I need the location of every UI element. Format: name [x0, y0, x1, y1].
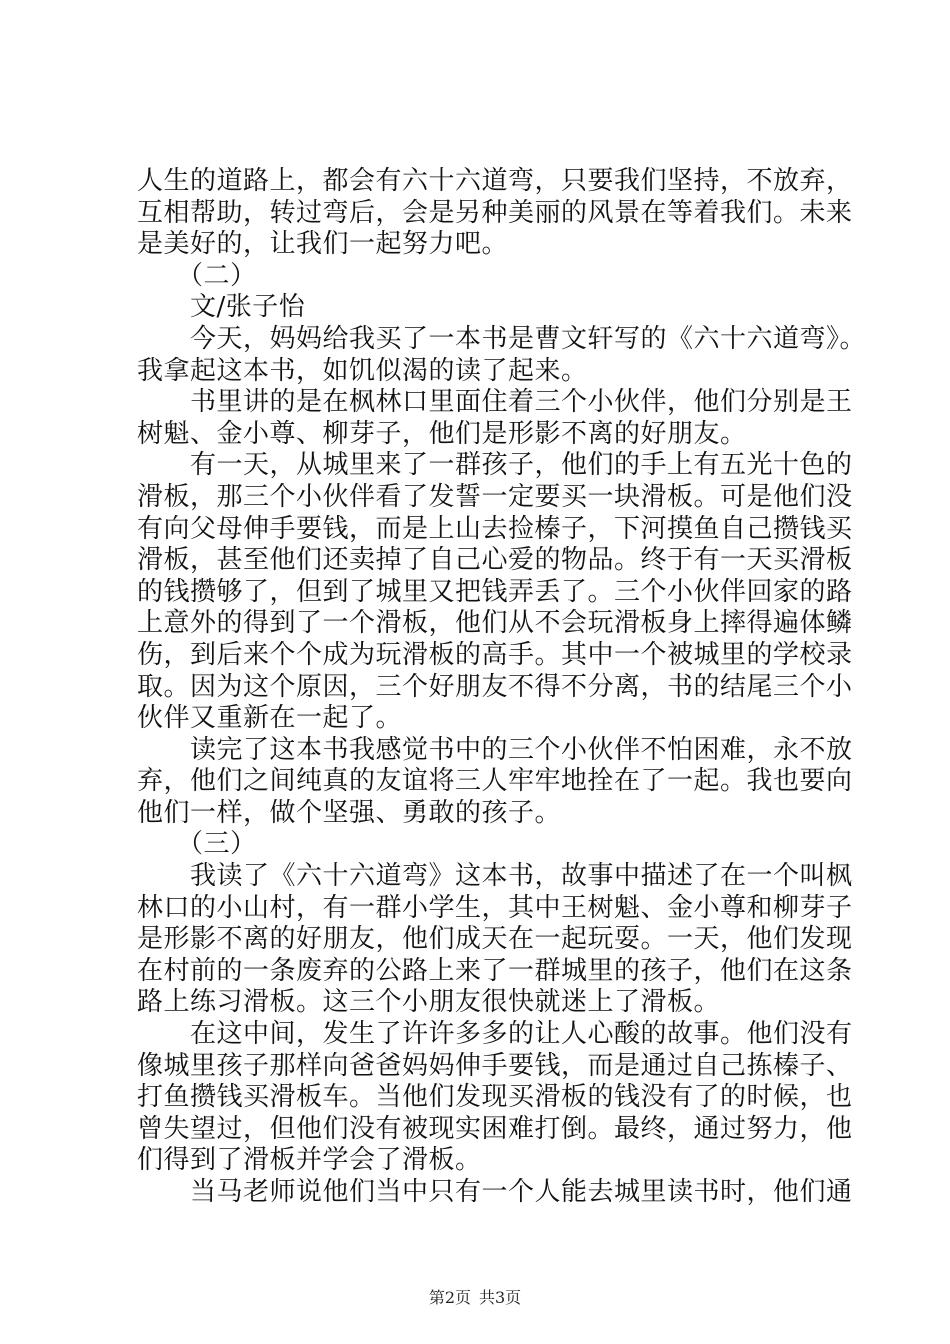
text-line: 互相帮助，转过弯后，会是另种美丽的风景在等着我们。未来: [137, 197, 853, 228]
text-line: 林口的小山村，有一群小学生，其中王树魁、金小尊和柳芽子: [137, 892, 853, 923]
text-line: 有向父母伸手要钱，而是上山去捡榛子，下河摸鱼自己攒钱买: [137, 513, 853, 544]
text-line: 像城里孩子那样向爸爸妈妈伸手要钱，而是通过自己拣榛子、: [137, 1050, 853, 1081]
body-text: [137, 166, 867, 1209]
text-line: 曾失望过，但他们没有被现实困难打倒。最终，通过努力，他: [137, 1113, 853, 1144]
text-line: 读完了这本书我感觉书中的三个小伙伴不怕困难，永不放: [137, 734, 853, 765]
text-line: 书里讲的是在枫林口里面住着三个小伙伴，他们分别是王: [137, 387, 853, 418]
text-line: 打鱼攒钱买滑板车。当他们发现买滑板的钱没有了的时候，也: [137, 1082, 853, 1113]
text-line: 伙伴又重新在一起了。: [137, 703, 403, 734]
page-total: 共3页: [479, 1288, 522, 1307]
text-line: 在村前的一条废弃的公路上来了一群城里的孩子，他们在这条: [137, 955, 853, 986]
text-line: 是形影不离的好朋友，他们成天在一起玩耍。一天，他们发现: [137, 924, 853, 955]
text-line: 的钱攒够了，但到了城里又把钱弄丢了。三个小伙伴回家的路: [137, 576, 853, 607]
page-number: 第2页: [428, 1288, 471, 1307]
text-line: 我拿起这本书，如饥似渴的读了起来。: [137, 355, 588, 386]
text-line: 人生的道路上，都会有六十六道弯，只要我们坚持，不放弃，: [137, 166, 853, 196]
text-line: 路上练习滑板。这三个小朋友很快就迷上了滑板。: [137, 987, 721, 1018]
text-line: 滑板，甚至他们还卖掉了自己心爱的物品。终于有一天买滑板: [137, 545, 853, 576]
text-line: 当马老师说他们当中只有一个人能去城里读书时，他们通: [137, 1177, 853, 1207]
text-line: 在这中间，发生了许许多多的让人心酸的故事。他们没有: [137, 1019, 853, 1050]
text-line: 滑板，那三个小伙伴看了发誓一定要买一块滑板。可是他们没: [137, 481, 853, 512]
text-line: 上意外的得到了一个滑板，他们从不会玩滑板身上摔得遍体鳞: [137, 608, 853, 639]
text-line: 他们一样，做个坚强、勇敢的孩子。: [137, 797, 562, 828]
section-heading: （二）: [137, 260, 257, 291]
text-line: 取。因为这个原因，三个好朋友不得不分离，书的结尾三个小: [137, 671, 853, 702]
text-line: 今天，妈妈给我买了一本书是曹文轩写的《六十六道弯》。: [137, 323, 867, 354]
text-line: 有一天，从城里来了一群孩子，他们的手上有五光十色的: [137, 450, 853, 481]
author-line: 文/张子怡: [137, 292, 306, 323]
text-line: 我读了《六十六道弯》这本书，故事中描述了在一个叫枫: [137, 861, 853, 892]
text-line: 们得到了滑板并学会了滑板。: [137, 1145, 482, 1176]
text-line: 伤，到后来个个成为玩滑板的高手。其中一个被城里的学校录: [137, 639, 853, 670]
section-heading: （三）: [137, 829, 257, 860]
text-line: 弃，他们之间纯真的友谊将三人牢牢地拴在了一起。我也要向: [137, 766, 853, 797]
page-footer: [0, 1288, 950, 1308]
text-line: 是美好的，让我们一起努力吧。: [137, 229, 509, 260]
text-line: 树魁、金小尊、柳芽子，他们是形影不离的好朋友。: [137, 418, 747, 449]
